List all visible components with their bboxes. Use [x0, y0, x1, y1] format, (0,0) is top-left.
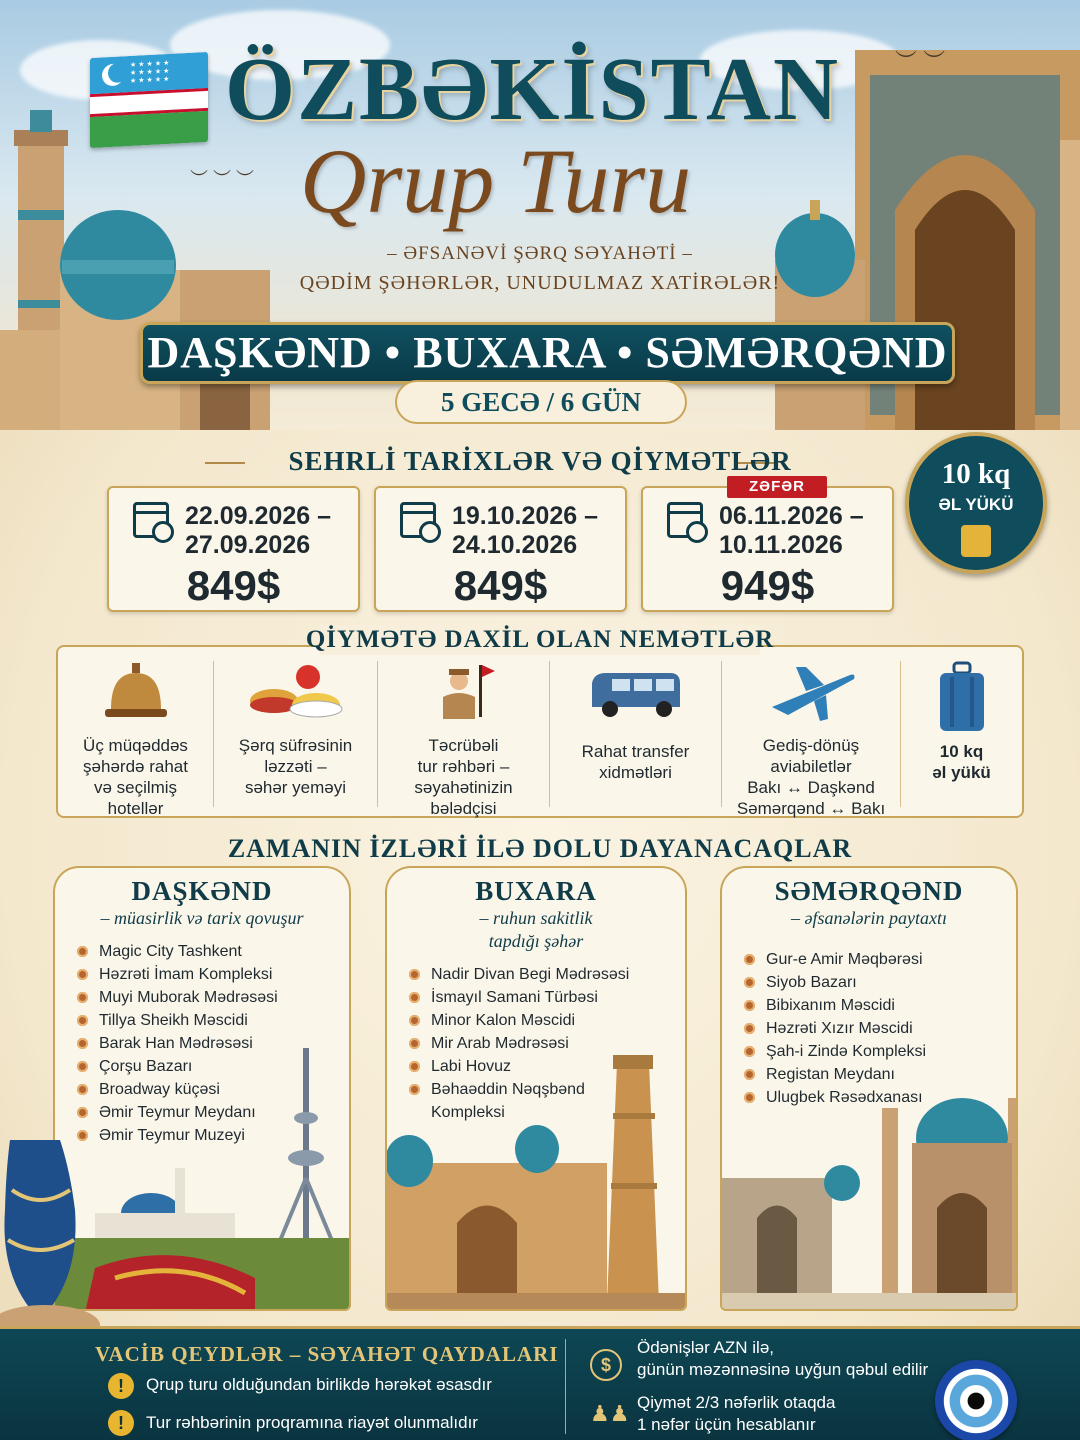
notes-panel: [0, 1326, 1080, 1440]
included-panel: [56, 645, 1024, 818]
duration-pill: 5 GECƏ / 6 GÜN: [395, 380, 687, 424]
list-item: Bəhaəddin Nəqşbənd Kompleksi: [407, 1078, 629, 1124]
minivan-icon: [586, 661, 686, 723]
calendar-icon: [133, 502, 169, 538]
food-plates-icon: [246, 661, 346, 723]
tagline-1: – ƏFSANƏVİ ŞƏRQ SƏYAHƏTİ –: [387, 243, 693, 264]
list-item: Siyob Bazarı: [742, 971, 926, 994]
uzbekistan-flag-icon: ★★★★★ ★★★★★ ★★★★★: [90, 52, 208, 148]
included-heading: QİYMƏTƏ DAXİL OLAN NEMƏTLƏR: [305, 626, 775, 653]
city-tagline: – əfsanələrin paytaxtı: [791, 908, 947, 928]
notes-heading: VACİB QEYDLƏR – SƏYAHƏT QAYDALARI: [95, 1342, 559, 1366]
suitcase-icon: [961, 525, 991, 557]
rule-1: Qrup turu olduğundan birlikdə hərəkət əsasdır: [146, 1375, 492, 1394]
list-item: Bibixanım Məscidi: [742, 994, 926, 1017]
birds-icon: ︶ ︶ ︶: [190, 169, 255, 189]
dates-heading: SEHRLİ TARİXLƏR VƏ QİYMƏTLƏR: [288, 446, 792, 476]
calendar-icon: [667, 502, 703, 538]
included-item-guide: Təcrübəli tur rəhbəri – səyahətinizin bələdçisi: [378, 657, 549, 810]
price: 849$: [186, 562, 281, 609]
city-tagline: – müasirlik və tarix qovuşur: [100, 908, 304, 928]
city-name: SƏMƏRQƏND: [774, 876, 964, 906]
included-item-luggage: 10 kq əl yükü: [901, 657, 1022, 810]
dollar-coin-icon: $: [590, 1349, 622, 1381]
places-list: [742, 948, 926, 1109]
included-item-breakfast: Şərq süfrəsinin ləzzəti – səhər yeməyi: [214, 657, 377, 810]
list-item: Minor Kalon Məscidi: [407, 1009, 629, 1032]
warning-icon: !: [108, 1373, 134, 1399]
city-card-bukhara: [385, 866, 687, 1311]
evil-eye-amulet-icon: [935, 1360, 1017, 1440]
people-icon: ♟♟: [590, 1401, 630, 1426]
list-item: Magic City Tashkent: [75, 940, 278, 963]
registan-illustration: [722, 1098, 1018, 1311]
route-banner: DAŞKƏND • BUXARA • SƏMƏRQƏND: [140, 322, 955, 384]
birds-icon: ︶ ︶: [895, 49, 946, 74]
bukhara-kalon-minaret-illustration: [387, 1053, 687, 1311]
list-item: Barak Han Mədrəsəsi: [75, 1032, 278, 1055]
list-item: Həzrəti Xızır Məscidi: [742, 1017, 926, 1040]
stops-heading: ZAMANIN İZLƏRİ İLƏ DOLU DAYANACAQLAR: [227, 834, 853, 863]
date-range: 06.11.2026 – 10.11.2026: [719, 502, 864, 559]
included-item-hotel: Üç müqəddəs şəhərdə rahat və seçilmiş hotellər: [58, 657, 213, 810]
date-range: 19.10.2026 – 24.10.2026: [452, 502, 598, 559]
list-item: Əmir Teymur Meydanı: [75, 1101, 278, 1124]
city-card-samarkand: [720, 866, 1018, 1311]
list-item: Gur-e Amir Məqbərəsi: [742, 948, 926, 971]
list-item: Çorşu Bazarı: [75, 1055, 278, 1078]
included-item-transfer: Rahat transfer xidmətləri: [550, 657, 721, 810]
luggage-badge: [905, 432, 1047, 574]
list-item: Əmir Teymur Muzeyi: [75, 1124, 278, 1147]
main-subtitle-script: Qrup Turu: [300, 130, 692, 232]
main-title: ÖZBƏKİSTAN: [225, 40, 840, 139]
suitcase-icon: [932, 661, 992, 737]
list-item: İsmayıl Samani Türbəsi: [407, 986, 629, 1009]
list-item: Mir Arab Mədrəsəsi: [407, 1032, 629, 1055]
room-note: Qiymət 2/3 nəfərlik otaqda 1 nəfər üçün hesablanır: [637, 1393, 836, 1434]
city-name: BUXARA: [475, 876, 597, 906]
list-item: Muyi Muborak Mədrəsəsi: [75, 986, 278, 1009]
luggage-weight: 10 kq: [941, 458, 1011, 490]
calendar-icon: [400, 502, 436, 538]
list-item: Ulugbek Rəsədxanası: [742, 1086, 926, 1109]
list-item: Nadir Divan Begi Mədrəsəsi: [407, 963, 629, 986]
list-item: Tillya Sheikh Məscidi: [75, 1009, 278, 1032]
ceramic-vase-illustration: [0, 1130, 110, 1340]
hotel-bell-icon: [101, 661, 171, 723]
price: 949$: [720, 562, 815, 609]
warning-icon: !: [108, 1410, 134, 1436]
list-item: Həzrəti İmam Kompleksi: [75, 963, 278, 986]
list-item: Labi Hovuz: [407, 1055, 629, 1078]
city-tagline: – ruhun sakitlik tapdığı şəhər: [479, 908, 593, 951]
airplane-icon: [766, 661, 856, 723]
divider: [565, 1339, 566, 1434]
city-name: DAŞKƏND: [131, 876, 273, 906]
included-item-flights: Gediş-dönüş aviabiletlər Bakı ↔ Daşkənd Səmərqənd ↔ Bakı: [722, 657, 900, 810]
list-item: Registan Meydanı: [742, 1063, 926, 1086]
tour-guide-icon: [429, 661, 499, 723]
list-item: Şah-i Zində Kompleksi: [742, 1040, 926, 1063]
date-range: 22.09.2026 – 27.09.2026: [185, 502, 331, 559]
luggage-label: ƏL YÜKÜ: [938, 495, 1014, 514]
list-item: Broadway küçəsi: [75, 1078, 278, 1101]
date-card-2: [374, 486, 627, 612]
payment-note: Ödənişlər AZN ilə, günün məzənnəsinə uyğun qəbul edilir: [637, 1338, 929, 1379]
rule-2: Tur rəhbərinin proqramına riayət olunmalıdır: [146, 1413, 478, 1432]
date-card-1: [107, 486, 360, 612]
tagline-2: QƏDİM ŞƏHƏRLƏR, UNUDULMAZ XATİRƏLƏR!: [299, 272, 781, 294]
holiday-badge: ZƏFƏR: [727, 476, 827, 498]
price: 849$: [453, 562, 548, 609]
date-card-3: [641, 478, 894, 612]
